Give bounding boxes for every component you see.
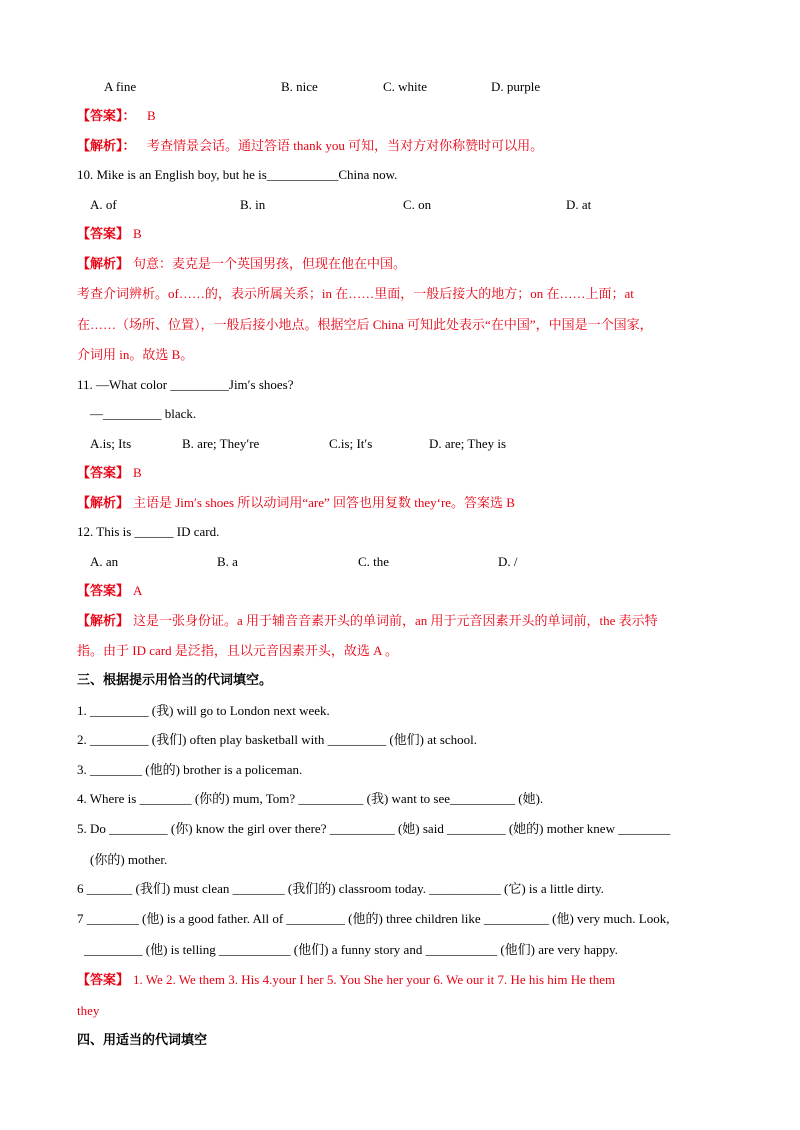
analysis-text: 这是一张身份证。a 用于辅音音素开头的单词前，an 用于元音因素开头的单词前，the 表示特 xyxy=(133,613,658,628)
section-3-item-3 xyxy=(0,759,800,781)
answer-value: B xyxy=(133,465,142,480)
answer-label: 【答案】 xyxy=(77,226,130,241)
analysis-label: 【解析】 xyxy=(77,613,130,628)
answer-value: 1. We 2. We them 3. His 4.your I her 5. You She her your 6. We our it 7. He his him He them xyxy=(133,972,616,987)
exercise-text: 7 ________ (他) is a good father. All of _________ (他的) three children like __________ (他) very much. Look, xyxy=(77,911,670,926)
section-3-item-4 xyxy=(0,788,800,810)
section-3-item-2 xyxy=(0,729,800,751)
q9-option-a: A fine xyxy=(104,79,137,94)
section-3-item-7-cont xyxy=(0,939,800,961)
q12-answer xyxy=(0,580,800,602)
q10-options xyxy=(0,194,800,216)
heading-text: 三、根据提示用恰当的代词填空。 xyxy=(77,673,273,688)
exercise-text: 1. _________ (我) will go to London next week. xyxy=(77,703,330,718)
q10-option-a: A. of xyxy=(90,197,117,212)
q12-option-c: C. the xyxy=(358,554,390,569)
analysis-label: 【解析】： xyxy=(77,138,136,153)
answer-value: they xyxy=(77,1003,100,1018)
section-3-item-5-cont xyxy=(0,849,800,871)
q11-options xyxy=(0,433,800,455)
q12-option-d: D. / xyxy=(498,554,518,569)
q12-option-a: A. an xyxy=(90,554,119,569)
answer-label: 【答案】 xyxy=(77,972,130,987)
q10-question xyxy=(0,164,800,186)
q11-option-a: A.is; Its xyxy=(90,436,132,451)
section-3-item-7 xyxy=(0,908,800,930)
answer-label: 【答案】 xyxy=(77,583,130,598)
analysis-text: 考查介词辨析。of……的，表示所属关系；in 在……里面，一般后接大的地方；on 在……上面；at xyxy=(77,286,634,301)
q12-analysis-line-2 xyxy=(0,640,800,662)
analysis-label: 【解析】 xyxy=(77,495,130,510)
q9-answer xyxy=(0,105,800,127)
q10-option-c: C. on xyxy=(403,197,432,212)
question-text: 12. This is ______ ID card. xyxy=(77,524,220,539)
exercise-text: _________ (他) is telling ___________ (他们) a funny story and ___________ (他们) are very happy. xyxy=(84,942,618,957)
q12-options xyxy=(0,551,800,573)
section-4-heading xyxy=(0,1030,800,1052)
exercise-text: 2. _________ (我们) often play basketball with _________ (他们) at school. xyxy=(77,732,478,747)
q11-reply xyxy=(0,403,800,425)
q10-analysis-line-2 xyxy=(0,283,800,305)
q11-option-d: D. are; They is xyxy=(429,436,507,451)
q10-option-d: D. at xyxy=(566,197,592,212)
analysis-text: 在……（场所、位置），一般后接小地点。根据空后 China 可知此处表示“在中国”，中国是一个国家， xyxy=(77,317,653,332)
section-3-item-5 xyxy=(0,818,800,840)
q9-analysis xyxy=(0,135,800,157)
section-3-answer xyxy=(0,969,800,991)
answer-value: A xyxy=(133,583,143,598)
analysis-text: 句意：麦克是一个英国男孩，但现在他在中国。 xyxy=(133,256,407,271)
q9-options xyxy=(0,76,800,98)
exercise-text: 3. ________ (他的) brother is a policeman. xyxy=(77,762,303,777)
q10-analysis-line-3 xyxy=(0,314,800,336)
q9-option-c: C. white xyxy=(383,79,428,94)
heading-text: 四、用适当的代词填空 xyxy=(77,1033,208,1048)
section-3-heading xyxy=(0,670,800,692)
q12-question xyxy=(0,521,800,543)
section-3-item-6 xyxy=(0,878,800,900)
q11-option-c: C.is; It′s xyxy=(329,436,373,451)
section-3-answer-cont xyxy=(0,1000,800,1022)
reply-text: —_________ black. xyxy=(90,406,197,421)
q10-analysis-line-1 xyxy=(0,253,800,275)
q11-analysis xyxy=(0,492,800,514)
q12-analysis-line-1 xyxy=(0,610,800,632)
question-text: 10. Mike is an English boy, but he is___________China now. xyxy=(77,167,398,182)
section-3-item-1 xyxy=(0,700,800,722)
answer-value: B xyxy=(147,108,156,123)
q9-option-b: B. nice xyxy=(281,79,318,94)
analysis-text: 指。由于 ID card 是泛指，且以元音因素开头，故选 A 。 xyxy=(77,643,399,658)
analysis-text: 主语是 Jim′s shoes 所以动词用“are” 回答也用复数 they‘re。答案选 B xyxy=(133,495,515,510)
exercise-text: 4. Where is ________ (你的) mum, Tom? __________ (我) want to see__________ (她). xyxy=(77,791,544,806)
q12-option-b: B. a xyxy=(217,554,238,569)
q10-answer xyxy=(0,223,800,245)
q11-option-b: B. are; They′re xyxy=(182,436,260,451)
analysis-text: 考查情景会话。通过答语 thank you 可知，当对方对你称赞时可以用。 xyxy=(147,138,544,153)
exercise-text: 6 _______ (我们) must clean ________ (我们的) classroom today. ___________ (它) is a little dirty. xyxy=(77,881,604,896)
q11-question xyxy=(0,374,800,396)
answer-label: 【答案】： xyxy=(77,108,136,123)
q10-option-b: B. in xyxy=(240,197,266,212)
exercise-text: 5. Do _________ (你) know the girl over there? __________ (她) said _________ (她的) mother knew ________ xyxy=(77,821,671,836)
answer-value: B xyxy=(133,226,142,241)
analysis-label: 【解析】 xyxy=(77,256,130,271)
answer-label: 【答案】 xyxy=(77,465,130,480)
exercise-text: (你的) mother. xyxy=(90,852,168,867)
q10-analysis-line-4 xyxy=(0,344,800,366)
question-text: 11. —What color _________Jim′s shoes? xyxy=(77,377,294,392)
q11-answer xyxy=(0,462,800,484)
q9-option-d: D. purple xyxy=(491,79,541,94)
analysis-text: 介词用 in。故选 B。 xyxy=(77,347,194,362)
